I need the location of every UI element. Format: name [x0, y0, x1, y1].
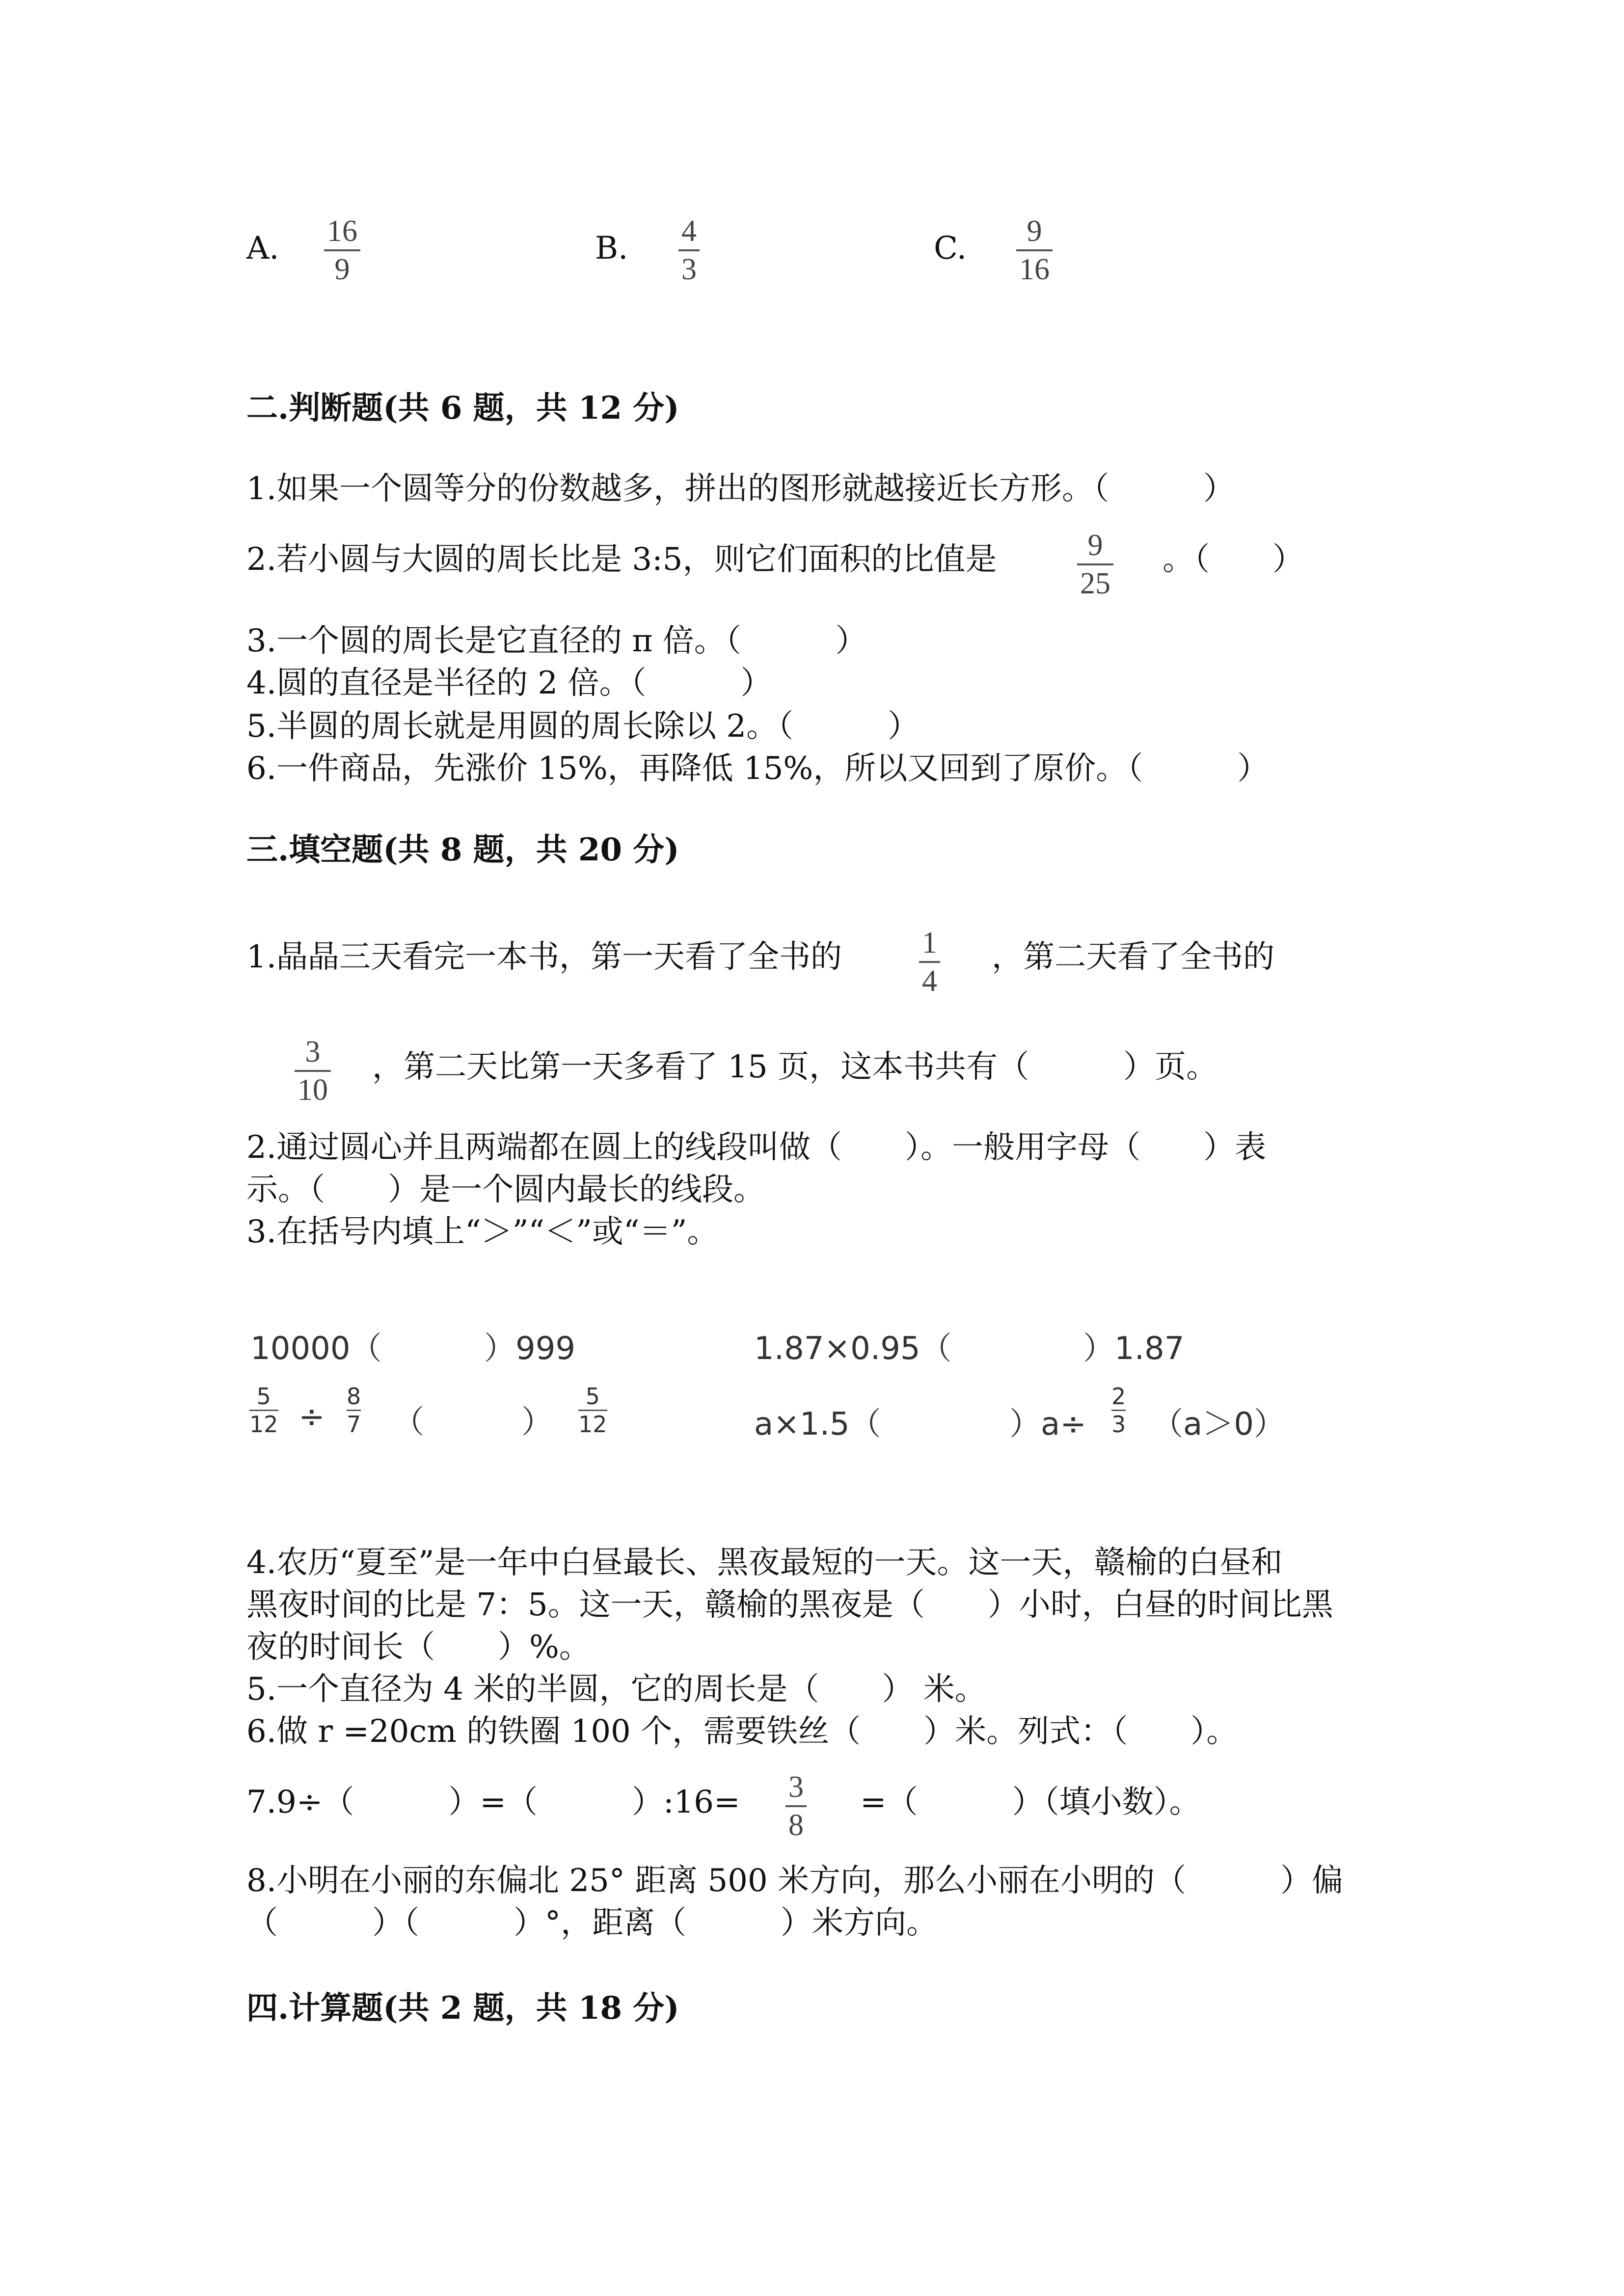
s2-question-4: 4.圆的直径是半径的 2 倍。（ ） [246, 665, 772, 701]
cmp1-left: 10000（ [250, 1331, 382, 1367]
cmp1-right: ）999 [484, 1331, 576, 1367]
choice-a-fraction: 16 9 [324, 216, 360, 285]
choice-c-fraction: 9 16 [1016, 216, 1053, 285]
section2-heading: 二.判断题(共 6 题，共 12 分) [246, 390, 679, 427]
cmp3-paren-left: （ [393, 1404, 424, 1441]
s3-question-8-line1: 8.小明在小丽的东偏北 25° 距离 500 米方向，那么小丽在小明的（ ）偏 [246, 1863, 1344, 1899]
s3-question-3: 3.在括号内填上“＞”“＜”或“＝”。 [246, 1214, 719, 1250]
s2-q2-text: 2.若小圆与大圆的周长比是 3:5，则它们面积的比值是 [246, 541, 997, 578]
s3-question-8-line2: （ ）（ ）°，距离（ ）米方向。 [246, 1905, 938, 1941]
choice-b-fraction: 4 3 [678, 216, 700, 285]
s3-question-4-line1: 4.农历“夏至”是一年中白昼最长、黑夜最短的一天。这一天，赣榆的白昼和 [246, 1545, 1283, 1581]
cmp3-paren-right: ） [521, 1404, 553, 1441]
cmp4-tail: （a＞0） [1152, 1406, 1285, 1442]
choice-b-label: B. [595, 230, 628, 267]
choice-a-label: A. [246, 230, 279, 267]
s3-question-4-line3: 夜的时间长（ ）%。 [246, 1629, 591, 1665]
s3-q7-tail: =（ ）（填小数）。 [860, 1784, 1201, 1820]
s2-question-3: 3.一个圆的周长是它直径的 π 倍。（ ） [246, 623, 867, 659]
cmp4-fraction: 2 3 [1111, 1383, 1126, 1438]
s3-question-4-line2: 黑夜时间的比是 7：5。这一天，赣榆的黑夜是（ ）小时，白昼的时间比黑 [246, 1587, 1333, 1623]
s3-q1-fraction-2: 3 10 [295, 1037, 331, 1105]
s3-q7-fraction: 3 8 [785, 1772, 807, 1841]
cmp3-fraction-c: 5 12 [578, 1383, 607, 1438]
cmp3-fraction-b: 8 7 [347, 1383, 361, 1438]
s3-q7-text: 7.9÷（ ）=（ ）:16= [246, 1784, 740, 1820]
s3-question-5: 5.一个直径为 4 米的半圆，它的周长是（ ） 米。 [246, 1671, 986, 1708]
s3-question-2-line1: 2.通过圆心并且两端都在圆上的线段叫做（ ）。一般用字母（ ）表 [246, 1129, 1267, 1166]
s3-q1-part1: 1.晶晶三天看完一本书，第一天看了全书的 [246, 939, 842, 975]
s2-q2-fraction: 9 25 [1077, 530, 1113, 599]
s2-question-5: 5.半圆的周长就是用圆的周长除以 2。（ ） [246, 708, 920, 745]
s3-q1-fraction-1: 1 4 [919, 928, 940, 996]
s3-question-2-line2: 示。（ ）是一个圆内最长的线段。 [246, 1172, 765, 1208]
cmp3-fraction-a: 5 12 [249, 1383, 278, 1438]
s3-q1-part3: ，第二天比第一天多看了 15 页，这本书共有（ ）页。 [372, 1049, 1218, 1085]
choice-c-label: C. [934, 230, 967, 267]
s2-question-1: 1.如果一个圆等分的份数越多，拼出的图形就越接近长方形。（ ） [246, 471, 1235, 507]
s3-question-6: 6.做 r =20cm 的铁圈 100 个，需要铁丝（ ）米。列式：（ ）。 [246, 1713, 1238, 1750]
s2-question-6: 6.一件商品，先涨价 15%，再降低 15%，所以又回到了原价。（ ） [246, 750, 1269, 787]
cmp2-right: ）1.87 [1083, 1331, 1185, 1367]
cmp2-left: 1.87×0.95（ [754, 1331, 952, 1367]
s2-q2-tail: 。（ ） [1163, 541, 1304, 578]
section3-heading: 三.填空题(共 8 题，共 20 分) [246, 831, 679, 868]
cmp4-left: a×1.5（ [754, 1406, 881, 1442]
cmp4-mid: ）a÷ [1009, 1406, 1086, 1442]
cmp3-divide: ÷ [298, 1399, 325, 1435]
s3-q1-part2: ，第二天看了全书的 [992, 939, 1274, 975]
section4-heading: 四.计算题(共 2 题，共 18 分) [246, 1990, 679, 2027]
